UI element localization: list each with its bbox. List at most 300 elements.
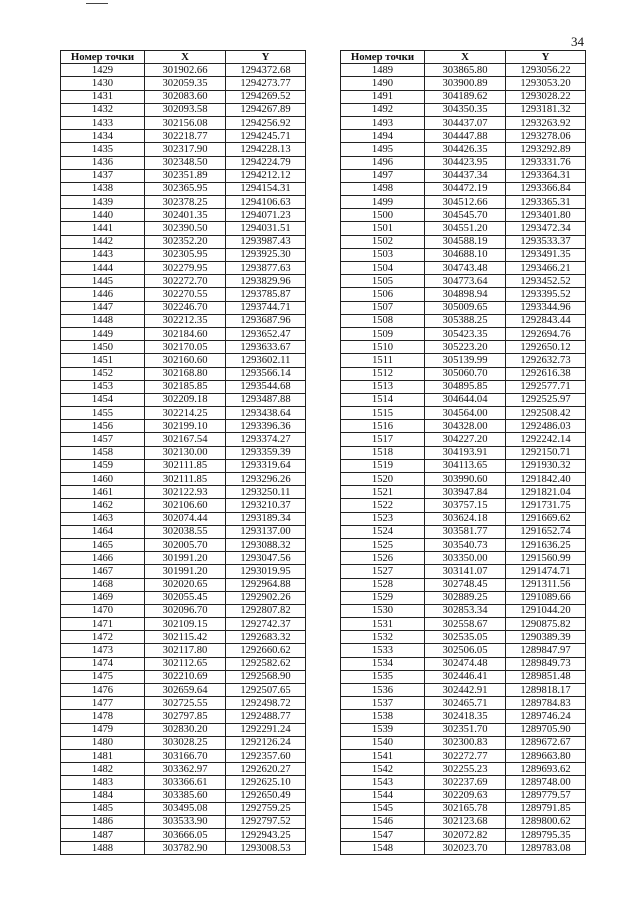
x-coordinate-cell: 304564.00: [425, 407, 506, 420]
y-coordinate-cell: 1294256.92: [226, 116, 306, 129]
x-coordinate-cell: 303990.60: [425, 473, 506, 486]
table-row: [61, 446, 306, 459]
x-coordinate-cell: 302130.00: [145, 446, 226, 459]
y-coordinate-cell: 1293687.96: [226, 314, 306, 327]
x-coordinate-cell: 303540.73: [425, 538, 506, 551]
x-coordinate-cell: 302209.63: [425, 789, 506, 802]
table-row: [341, 393, 586, 406]
table-row: [61, 156, 306, 169]
y-coordinate-cell: 1293292.89: [506, 143, 586, 156]
x-coordinate-cell: 304350.35: [425, 103, 506, 116]
point-number-cell: 1501: [341, 222, 425, 235]
x-coordinate-cell: 302218.77: [145, 130, 226, 143]
table-row: [61, 196, 306, 209]
x-coordinate-cell: 302351.89: [145, 169, 226, 182]
x-coordinate-cell: 302210.69: [145, 670, 226, 683]
x-coordinate-cell: 303366.61: [145, 776, 226, 789]
point-number-cell: 1543: [341, 776, 425, 789]
x-coordinate-cell: 302168.80: [145, 367, 226, 380]
point-number-cell: 1459: [61, 459, 145, 472]
table-row: [341, 802, 586, 815]
y-coordinate-cell: 1292568.90: [226, 670, 306, 683]
y-coordinate-cell: 1289791.85: [506, 802, 586, 815]
table-row: [61, 433, 306, 446]
y-coordinate-cell: 1292694.76: [506, 327, 586, 340]
coordinates-table-right: [340, 50, 586, 855]
point-number-cell: 1496: [341, 156, 425, 169]
x-coordinate-cell: 302115.42: [145, 631, 226, 644]
table-row: [61, 657, 306, 670]
x-coordinate-cell: 302246.70: [145, 301, 226, 314]
table-row: [61, 209, 306, 222]
table-row: [61, 486, 306, 499]
y-coordinate-cell: 1293189.34: [226, 512, 306, 525]
y-coordinate-cell: 1294212.12: [226, 169, 306, 182]
y-coordinate-cell: 1289663.80: [506, 749, 586, 762]
x-coordinate-cell: 301991.20: [145, 552, 226, 565]
y-coordinate-cell: 1292126.24: [226, 736, 306, 749]
x-coordinate-cell: 302111.85: [145, 459, 226, 472]
x-coordinate-cell: 302170.05: [145, 341, 226, 354]
y-coordinate-cell: 1289783.08: [506, 842, 586, 855]
point-number-cell: 1498: [341, 182, 425, 195]
x-coordinate-cell: 304328.00: [425, 420, 506, 433]
y-coordinate-cell: 1294245.71: [226, 130, 306, 143]
table-row: [341, 156, 586, 169]
y-coordinate-cell: 1293652.47: [226, 327, 306, 340]
x-coordinate-cell: 302123.68: [425, 815, 506, 828]
x-coordinate-cell: 305388.25: [425, 314, 506, 327]
point-number-cell: 1477: [61, 697, 145, 710]
x-coordinate-cell: 305139.99: [425, 354, 506, 367]
x-coordinate-cell: 303624.18: [425, 512, 506, 525]
x-coordinate-cell: 302185.85: [145, 380, 226, 393]
point-number-cell: 1432: [61, 103, 145, 116]
table-row: [341, 301, 586, 314]
point-number-cell: 1486: [61, 815, 145, 828]
x-coordinate-cell: 302272.77: [425, 749, 506, 762]
x-coordinate-cell: 302748.45: [425, 578, 506, 591]
point-number-cell: 1465: [61, 538, 145, 551]
table-row: [61, 143, 306, 156]
point-number-cell: 1436: [61, 156, 145, 169]
table-row: [61, 380, 306, 393]
table-row: [61, 763, 306, 776]
y-coordinate-cell: 1293250.11: [226, 486, 306, 499]
table-row: [341, 631, 586, 644]
x-coordinate-cell: 304113.65: [425, 459, 506, 472]
table-row: [61, 829, 306, 842]
point-number-cell: 1530: [341, 604, 425, 617]
y-coordinate-cell: 1293744.71: [226, 301, 306, 314]
point-number-cell: 1441: [61, 222, 145, 235]
x-coordinate-cell: 302558.67: [425, 618, 506, 631]
header-y: Y: [226, 51, 306, 64]
page-number: 34: [571, 34, 584, 49]
x-coordinate-cell: 302156.08: [145, 116, 226, 129]
x-coordinate-cell: 302072.82: [425, 829, 506, 842]
x-coordinate-cell: 302214.25: [145, 407, 226, 420]
y-coordinate-cell: 1293401.80: [506, 209, 586, 222]
point-number-cell: 1534: [341, 657, 425, 670]
y-coordinate-cell: 1292616.38: [506, 367, 586, 380]
y-coordinate-cell: 1293008.53: [226, 842, 306, 855]
table-row: [61, 776, 306, 789]
x-coordinate-cell: 302255.23: [425, 763, 506, 776]
y-coordinate-cell: 1289818.17: [506, 684, 586, 697]
table-row: [61, 354, 306, 367]
point-number-cell: 1429: [61, 64, 145, 77]
x-coordinate-cell: 303900.89: [425, 77, 506, 90]
table-row: [61, 77, 306, 90]
point-number-cell: 1442: [61, 235, 145, 248]
y-coordinate-cell: 1289800.62: [506, 815, 586, 828]
x-coordinate-cell: 303141.07: [425, 565, 506, 578]
x-coordinate-cell: 304773.64: [425, 275, 506, 288]
x-coordinate-cell: 302725.55: [145, 697, 226, 710]
top-edge-mark: [86, 0, 108, 4]
y-coordinate-cell: 1290389.39: [506, 631, 586, 644]
y-coordinate-cell: 1293602.11: [226, 354, 306, 367]
point-number-cell: 1438: [61, 182, 145, 195]
x-coordinate-cell: 302074.44: [145, 512, 226, 525]
point-number-cell: 1484: [61, 789, 145, 802]
y-coordinate-cell: 1293359.39: [226, 446, 306, 459]
y-coordinate-cell: 1291842.40: [506, 473, 586, 486]
x-coordinate-cell: 304227.20: [425, 433, 506, 446]
table-row: [61, 565, 306, 578]
x-coordinate-cell: 304512.66: [425, 196, 506, 209]
table-row: [341, 486, 586, 499]
y-coordinate-cell: 1289705.90: [506, 723, 586, 736]
point-number-cell: 1546: [341, 815, 425, 828]
point-number-cell: 1451: [61, 354, 145, 367]
point-number-cell: 1452: [61, 367, 145, 380]
x-coordinate-cell: 302117.80: [145, 644, 226, 657]
table-row: [341, 275, 586, 288]
y-coordinate-cell: 1291474.71: [506, 565, 586, 578]
point-number-cell: 1510: [341, 341, 425, 354]
y-coordinate-cell: 1294154.31: [226, 182, 306, 195]
y-coordinate-cell: 1292843.44: [506, 314, 586, 327]
x-coordinate-cell: 305009.65: [425, 301, 506, 314]
y-coordinate-cell: 1293296.26: [226, 473, 306, 486]
point-number-cell: 1540: [341, 736, 425, 749]
y-coordinate-cell: 1289847.97: [506, 644, 586, 657]
table-row: [341, 433, 586, 446]
x-coordinate-cell: 303385.60: [145, 789, 226, 802]
point-number-cell: 1513: [341, 380, 425, 393]
x-coordinate-cell: 302038.55: [145, 525, 226, 538]
x-coordinate-cell: 302378.25: [145, 196, 226, 209]
y-coordinate-cell: 1294031.51: [226, 222, 306, 235]
x-coordinate-cell: 302352.20: [145, 235, 226, 248]
y-coordinate-cell: 1292660.62: [226, 644, 306, 657]
table-row: [61, 64, 306, 77]
point-number-cell: 1435: [61, 143, 145, 156]
table-row: [341, 459, 586, 472]
y-coordinate-cell: 1292291.24: [226, 723, 306, 736]
table-row: [341, 776, 586, 789]
x-coordinate-cell: 304437.34: [425, 169, 506, 182]
x-coordinate-cell: 304423.95: [425, 156, 506, 169]
y-coordinate-cell: 1294372.68: [226, 64, 306, 77]
y-coordinate-cell: 1289784.83: [506, 697, 586, 710]
table-row: [341, 288, 586, 301]
point-number-cell: 1520: [341, 473, 425, 486]
table-row: [341, 420, 586, 433]
point-number-cell: 1528: [341, 578, 425, 591]
point-number-cell: 1457: [61, 433, 145, 446]
y-coordinate-cell: 1293566.14: [226, 367, 306, 380]
y-coordinate-cell: 1291636.25: [506, 538, 586, 551]
x-coordinate-cell: 304895.85: [425, 380, 506, 393]
y-coordinate-cell: 1293785.87: [226, 288, 306, 301]
table-row: [61, 222, 306, 235]
table-row: [61, 103, 306, 116]
point-number-cell: 1487: [61, 829, 145, 842]
table-row: [341, 473, 586, 486]
table-row: [341, 578, 586, 591]
point-number-cell: 1545: [341, 802, 425, 815]
point-number-cell: 1474: [61, 657, 145, 670]
table-row: [341, 749, 586, 762]
x-coordinate-cell: 303362.97: [145, 763, 226, 776]
x-coordinate-cell: 302348.50: [145, 156, 226, 169]
point-number-cell: 1495: [341, 143, 425, 156]
y-coordinate-cell: 1293829.96: [226, 275, 306, 288]
point-number-cell: 1460: [61, 473, 145, 486]
table-row: [341, 789, 586, 802]
table-row: [341, 262, 586, 275]
x-coordinate-cell: 302020.65: [145, 578, 226, 591]
table-row: [341, 657, 586, 670]
table-row: [341, 499, 586, 512]
point-number-cell: 1491: [341, 90, 425, 103]
y-coordinate-cell: 1292683.32: [226, 631, 306, 644]
point-number-cell: 1531: [341, 618, 425, 631]
y-coordinate-cell: 1294071.23: [226, 209, 306, 222]
y-coordinate-cell: 1292797.52: [226, 815, 306, 828]
point-number-cell: 1504: [341, 262, 425, 275]
y-coordinate-cell: 1293365.31: [506, 196, 586, 209]
x-coordinate-cell: 304588.19: [425, 235, 506, 248]
point-number-cell: 1523: [341, 512, 425, 525]
point-number-cell: 1470: [61, 604, 145, 617]
point-number-cell: 1458: [61, 446, 145, 459]
point-number-cell: 1450: [61, 341, 145, 354]
y-coordinate-cell: 1292650.12: [506, 341, 586, 354]
table-row: [61, 710, 306, 723]
x-coordinate-cell: 303947.84: [425, 486, 506, 499]
point-number-cell: 1437: [61, 169, 145, 182]
y-coordinate-cell: 1289748.00: [506, 776, 586, 789]
x-coordinate-cell: 304437.07: [425, 116, 506, 129]
point-number-cell: 1440: [61, 209, 145, 222]
y-coordinate-cell: 1293452.52: [506, 275, 586, 288]
x-coordinate-cell: 303495.08: [145, 802, 226, 815]
point-number-cell: 1449: [61, 327, 145, 340]
point-number-cell: 1525: [341, 538, 425, 551]
y-coordinate-cell: 1289795.35: [506, 829, 586, 842]
table-row: [341, 209, 586, 222]
point-number-cell: 1532: [341, 631, 425, 644]
point-number-cell: 1476: [61, 684, 145, 697]
point-number-cell: 1537: [341, 697, 425, 710]
table-row: [61, 618, 306, 631]
table-row: [61, 723, 306, 736]
y-coordinate-cell: 1293374.27: [226, 433, 306, 446]
point-number-cell: 1511: [341, 354, 425, 367]
point-number-cell: 1455: [61, 407, 145, 420]
y-coordinate-cell: 1291089.66: [506, 591, 586, 604]
x-coordinate-cell: 302659.64: [145, 684, 226, 697]
x-coordinate-cell: 302317.90: [145, 143, 226, 156]
y-coordinate-cell: 1292902.26: [226, 591, 306, 604]
table-row: [61, 393, 306, 406]
y-coordinate-cell: 1292357.60: [226, 749, 306, 762]
point-number-cell: 1454: [61, 393, 145, 406]
x-coordinate-cell: 305060.70: [425, 367, 506, 380]
point-number-cell: 1433: [61, 116, 145, 129]
table-row: [61, 802, 306, 815]
table-row: [341, 512, 586, 525]
point-number-cell: 1539: [341, 723, 425, 736]
y-coordinate-cell: 1293088.32: [226, 538, 306, 551]
point-number-cell: 1461: [61, 486, 145, 499]
table-row: [61, 341, 306, 354]
point-number-cell: 1443: [61, 248, 145, 261]
y-coordinate-cell: 1292150.71: [506, 446, 586, 459]
header-point-number: Номер точки: [341, 51, 425, 64]
header-y: Y: [506, 51, 586, 64]
table-row: [61, 262, 306, 275]
table-row: [341, 604, 586, 617]
y-coordinate-cell: 1293395.52: [506, 288, 586, 301]
y-coordinate-cell: 1293366.84: [506, 182, 586, 195]
y-coordinate-cell: 1292508.42: [506, 407, 586, 420]
point-number-cell: 1535: [341, 670, 425, 683]
y-coordinate-cell: 1289849.73: [506, 657, 586, 670]
x-coordinate-cell: 303865.80: [425, 64, 506, 77]
point-number-cell: 1475: [61, 670, 145, 683]
point-number-cell: 1448: [61, 314, 145, 327]
table-row: [341, 407, 586, 420]
point-number-cell: 1548: [341, 842, 425, 855]
y-coordinate-cell: 1293472.34: [506, 222, 586, 235]
point-number-cell: 1514: [341, 393, 425, 406]
table-row: [61, 275, 306, 288]
x-coordinate-cell: 302305.95: [145, 248, 226, 261]
x-coordinate-cell: 302506.05: [425, 644, 506, 657]
y-coordinate-cell: 1292943.25: [226, 829, 306, 842]
x-coordinate-cell: 302023.70: [425, 842, 506, 855]
y-coordinate-cell: 1292498.72: [226, 697, 306, 710]
table-row: [61, 248, 306, 261]
x-coordinate-cell: 304551.20: [425, 222, 506, 235]
point-number-cell: 1508: [341, 314, 425, 327]
point-number-cell: 1522: [341, 499, 425, 512]
table-row: [341, 538, 586, 551]
table-row: [61, 538, 306, 551]
x-coordinate-cell: 304743.48: [425, 262, 506, 275]
x-coordinate-cell: 302160.60: [145, 354, 226, 367]
point-number-cell: 1456: [61, 420, 145, 433]
table-row: [341, 182, 586, 195]
point-number-cell: 1541: [341, 749, 425, 762]
table-row: [341, 77, 586, 90]
table-row: [61, 314, 306, 327]
x-coordinate-cell: 302300.83: [425, 736, 506, 749]
table-row: [341, 644, 586, 657]
point-number-cell: 1466: [61, 552, 145, 565]
point-number-cell: 1490: [341, 77, 425, 90]
y-coordinate-cell: 1293396.36: [226, 420, 306, 433]
table-row: [341, 380, 586, 393]
table-row: [341, 736, 586, 749]
table-row: [341, 723, 586, 736]
x-coordinate-cell: 302365.95: [145, 182, 226, 195]
y-coordinate-cell: 1289746.24: [506, 710, 586, 723]
table-row: [61, 288, 306, 301]
y-coordinate-cell: 1293263.92: [506, 116, 586, 129]
x-coordinate-cell: 302535.05: [425, 631, 506, 644]
y-coordinate-cell: 1293137.00: [226, 525, 306, 538]
y-coordinate-cell: 1292577.71: [506, 380, 586, 393]
y-coordinate-cell: 1293344.96: [506, 301, 586, 314]
point-number-cell: 1518: [341, 446, 425, 459]
table-row: [61, 815, 306, 828]
x-coordinate-cell: 302093.58: [145, 103, 226, 116]
y-coordinate-cell: 1292488.77: [226, 710, 306, 723]
x-coordinate-cell: 302184.60: [145, 327, 226, 340]
x-coordinate-cell: 303533.90: [145, 815, 226, 828]
x-coordinate-cell: 302446.41: [425, 670, 506, 683]
table-row: [61, 367, 306, 380]
table-row: [341, 116, 586, 129]
point-number-cell: 1503: [341, 248, 425, 261]
table-row: [61, 169, 306, 182]
y-coordinate-cell: 1292742.37: [226, 618, 306, 631]
table-row: [61, 182, 306, 195]
table-row: [341, 815, 586, 828]
point-number-cell: 1478: [61, 710, 145, 723]
point-number-cell: 1538: [341, 710, 425, 723]
x-coordinate-cell: 305223.20: [425, 341, 506, 354]
table-row: [341, 354, 586, 367]
table-row: [341, 130, 586, 143]
point-number-cell: 1533: [341, 644, 425, 657]
x-coordinate-cell: 304472.19: [425, 182, 506, 195]
y-coordinate-cell: 1294106.63: [226, 196, 306, 209]
table-row: [61, 512, 306, 525]
y-coordinate-cell: 1293877.63: [226, 262, 306, 275]
x-coordinate-cell: 303166.70: [145, 749, 226, 762]
x-coordinate-cell: 301902.66: [145, 64, 226, 77]
table-row: [61, 749, 306, 762]
y-coordinate-cell: 1293331.76: [506, 156, 586, 169]
x-coordinate-cell: 303028.25: [145, 736, 226, 749]
y-coordinate-cell: 1293544.68: [226, 380, 306, 393]
point-number-cell: 1488: [61, 842, 145, 855]
table-row: [61, 525, 306, 538]
point-number-cell: 1502: [341, 235, 425, 248]
point-number-cell: 1483: [61, 776, 145, 789]
table-row: [341, 565, 586, 578]
point-number-cell: 1547: [341, 829, 425, 842]
point-number-cell: 1439: [61, 196, 145, 209]
point-number-cell: 1509: [341, 327, 425, 340]
